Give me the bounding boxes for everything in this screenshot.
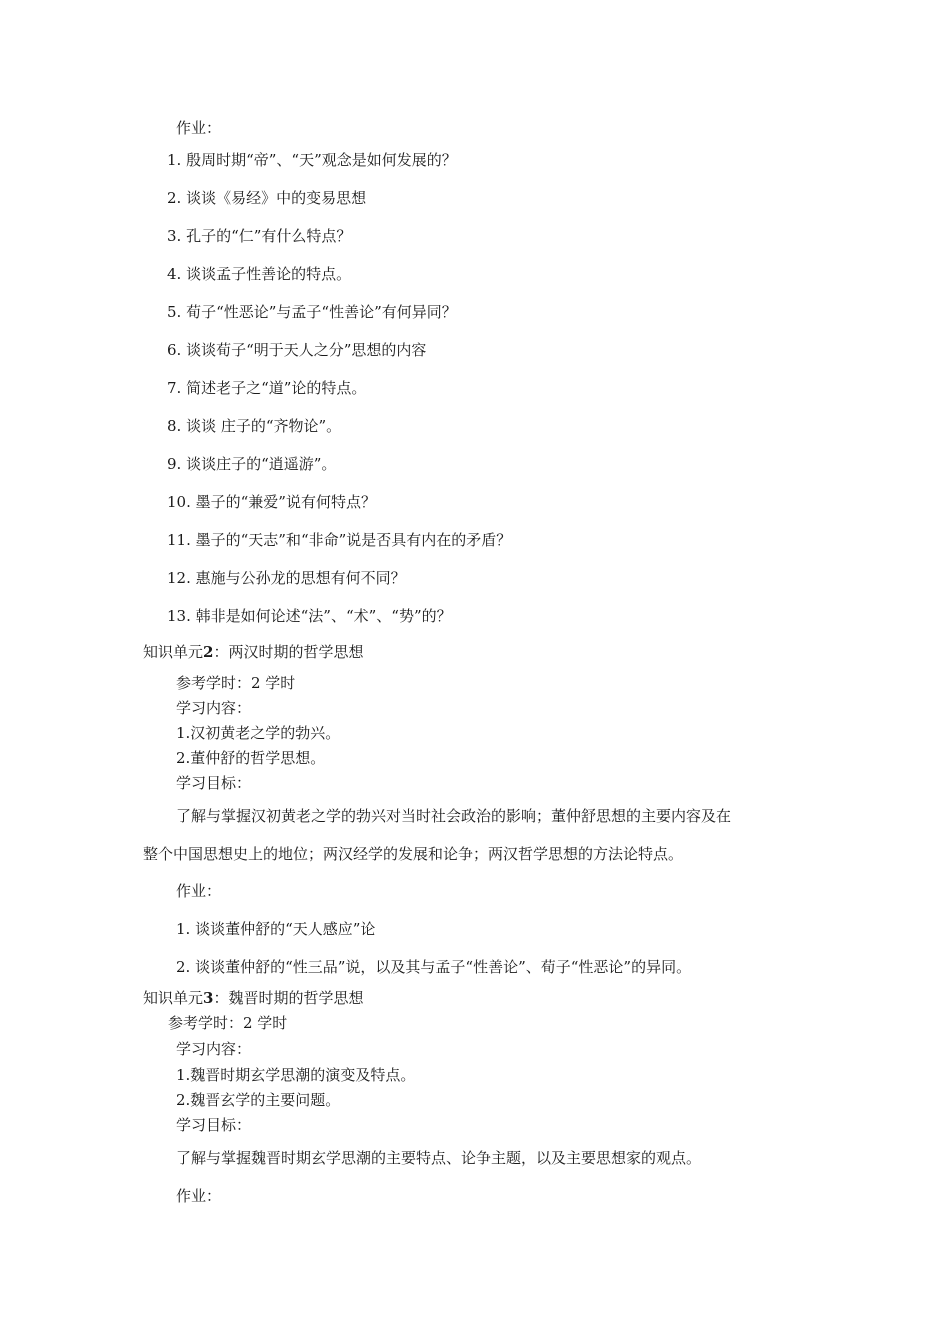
unit2-homework-label: 作业： bbox=[176, 882, 222, 900]
unit3-goals-label: 学习目标： bbox=[176, 1116, 252, 1134]
question-item: 7. 简述老子之“道”论的特点。 bbox=[167, 379, 367, 397]
unit-heading-number: 3 bbox=[203, 989, 214, 1007]
question-item: 5. 荀子“性恶论”与孟子“性善论”有何异同？ bbox=[167, 303, 457, 321]
unit2-hours: 参考学时：2 学时 bbox=[176, 674, 296, 692]
question-item: 2. 谈谈《易经》中的变易思想 bbox=[167, 189, 367, 207]
question-item: 8. 谈谈 庄子的“齐物论”。 bbox=[167, 417, 342, 435]
question-item: 6. 谈谈荀子“明于天人之分”思想的内容 bbox=[167, 341, 427, 359]
question-item: 11. 墨子的“天志”和“非命”说是否具有内在的矛盾？ bbox=[167, 531, 512, 549]
unit-heading-prefix: 知识单元 bbox=[143, 989, 204, 1007]
unit2-content-item: 2.董仲舒的哲学思想。 bbox=[176, 749, 326, 767]
unit2-question-item: 2. 谈谈董仲舒的“性三品”说，以及其与孟子“性善论”、荀子“性恶论”的异同。 bbox=[176, 958, 692, 976]
unit-heading-number: 2 bbox=[203, 643, 214, 661]
unit2-goals-text: 整个中国思想史上的地位；两汉经学的发展和论争；两汉哲学思想的方法论特点。 bbox=[143, 845, 684, 863]
unit-heading-title: ：两汉时期的哲学思想 bbox=[213, 643, 364, 661]
question-item: 3. 孔子的“仁”有什么特点？ bbox=[167, 227, 352, 245]
unit3-content-item: 2.魏晋玄学的主要问题。 bbox=[176, 1091, 341, 1109]
question-item: 9. 谈谈庄子的“逍遥游”。 bbox=[167, 455, 337, 473]
unit2-content-item: 1.汉初黄老之学的勃兴。 bbox=[176, 724, 341, 742]
homework-label: 作业： bbox=[176, 119, 222, 137]
unit3-content-item: 1.魏晋时期玄学思潮的演变及特点。 bbox=[176, 1066, 416, 1084]
question-item: 4. 谈谈孟子性善论的特点。 bbox=[167, 265, 352, 283]
question-item: 13. 韩非是如何论述“法”、“术”、“势”的？ bbox=[167, 607, 452, 625]
unit3-goals-text: 了解与掌握魏晋时期玄学思潮的主要特点、论争主题，以及主要思想家的观点。 bbox=[176, 1149, 702, 1167]
unit2-goals-text: 了解与掌握汉初黄老之学的勃兴对当时社会政治的影响；董仲舒思想的主要内容及在 bbox=[176, 807, 732, 825]
unit2-heading bbox=[143, 642, 363, 662]
question-item: 12. 惠施与公孙龙的思想有何不同？ bbox=[167, 569, 406, 587]
unit3-homework-label: 作业： bbox=[176, 1187, 222, 1205]
unit3-hours: 参考学时：2 学时 bbox=[168, 1014, 288, 1032]
unit2-goals-label: 学习目标： bbox=[176, 774, 252, 792]
question-item: 1. 殷周时期“帝”、“天”观念是如何发展的？ bbox=[167, 151, 457, 169]
unit3-content-label: 学习内容： bbox=[176, 1040, 252, 1058]
unit-heading-prefix: 知识单元 bbox=[143, 643, 204, 661]
unit2-question-item: 1. 谈谈董仲舒的“天人感应”论 bbox=[176, 920, 376, 938]
unit3-heading bbox=[143, 988, 363, 1008]
question-item: 10. 墨子的“兼爱”说有何特点？ bbox=[167, 493, 376, 511]
unit-heading-title: ：魏晋时期的哲学思想 bbox=[213, 989, 364, 1007]
unit2-content-label: 学习内容： bbox=[176, 699, 252, 717]
